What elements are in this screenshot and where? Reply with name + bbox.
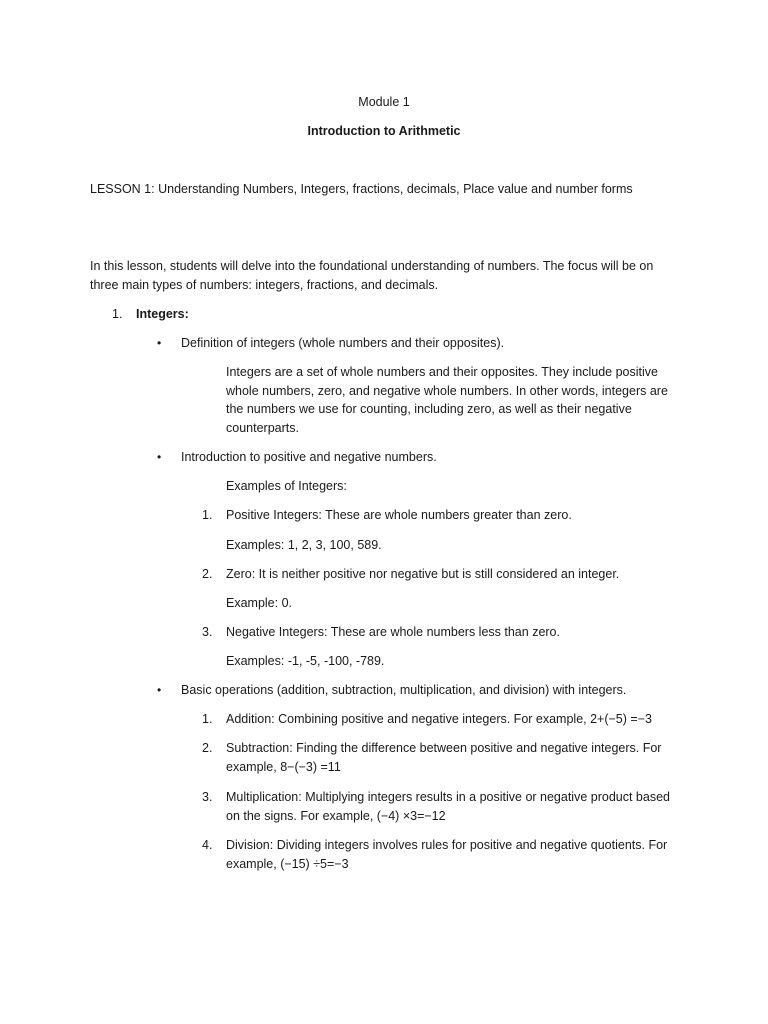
intro-paragraph: In this lesson, students will delve into the foundational understanding of numbers. The focus will be on three main types of numbers: integers, fractions, and decimals. — [90, 259, 654, 292]
operation-number: 1. — [202, 712, 213, 726]
example-number: 3. — [202, 625, 213, 639]
bullet-glyph: • — [157, 683, 162, 697]
operation-item: Division: Dividing integers involves rules for positive and negative quotients. For example, (−15) ÷5=−3 — [226, 838, 668, 871]
operation-item: Subtraction: Finding the difference between positive and negative integers. For example, 8−(−3) =11 — [226, 741, 662, 774]
bullet-glyph: • — [157, 336, 162, 350]
document-title: Introduction to Arithmetic — [307, 124, 461, 138]
bullet-positive-negative: Introduction to positive and negative numbers. — [181, 450, 437, 464]
definition-paragraph: Integers are a set of whole numbers and their opposites. They include positive whole numbers, zero, and negative whole numbers. In other words, integers are the numbers we use for counting, including zero, as well as their negative counterparts. — [226, 365, 668, 435]
bullet-glyph: • — [157, 450, 162, 464]
operation-number: 3. — [202, 790, 213, 804]
example-number: 2. — [202, 567, 213, 581]
example-item: Zero: It is neither positive nor negative but is still considered an integer. — [226, 567, 620, 581]
section-number: 1. — [112, 307, 123, 321]
example-values: Examples: -1, -5, -100, -789. — [226, 654, 385, 668]
bullet-operations: Basic operations (addition, subtraction, multiplication, and division) with integers. — [181, 683, 627, 697]
examples-heading: Examples of Integers: — [226, 479, 347, 493]
operation-item: Addition: Combining positive and negative integers. For example, 2+(−5) =−3 — [226, 712, 652, 726]
section-heading: Integers: — [136, 307, 189, 321]
operation-item: Multiplication: Multiplying integers results in a positive or negative product based on the signs. For example, (−4) ×3=−12 — [226, 790, 670, 823]
bullet-definition: Definition of integers (whole numbers and their opposites). — [181, 336, 505, 350]
example-values: Examples: 1, 2, 3, 100, 589. — [226, 538, 382, 552]
example-item: Negative Integers: These are whole numbers less than zero. — [226, 625, 560, 639]
example-number: 1. — [202, 508, 213, 522]
module-label: Module 1 — [358, 95, 410, 109]
lesson-heading: LESSON 1: Understanding Numbers, Integers, fractions, decimals, Place value and number forms — [90, 182, 633, 196]
operation-number: 2. — [202, 741, 213, 755]
example-item: Positive Integers: These are whole numbers greater than zero. — [226, 508, 572, 522]
operation-number: 4. — [202, 838, 213, 852]
example-values: Example: 0. — [226, 596, 293, 610]
